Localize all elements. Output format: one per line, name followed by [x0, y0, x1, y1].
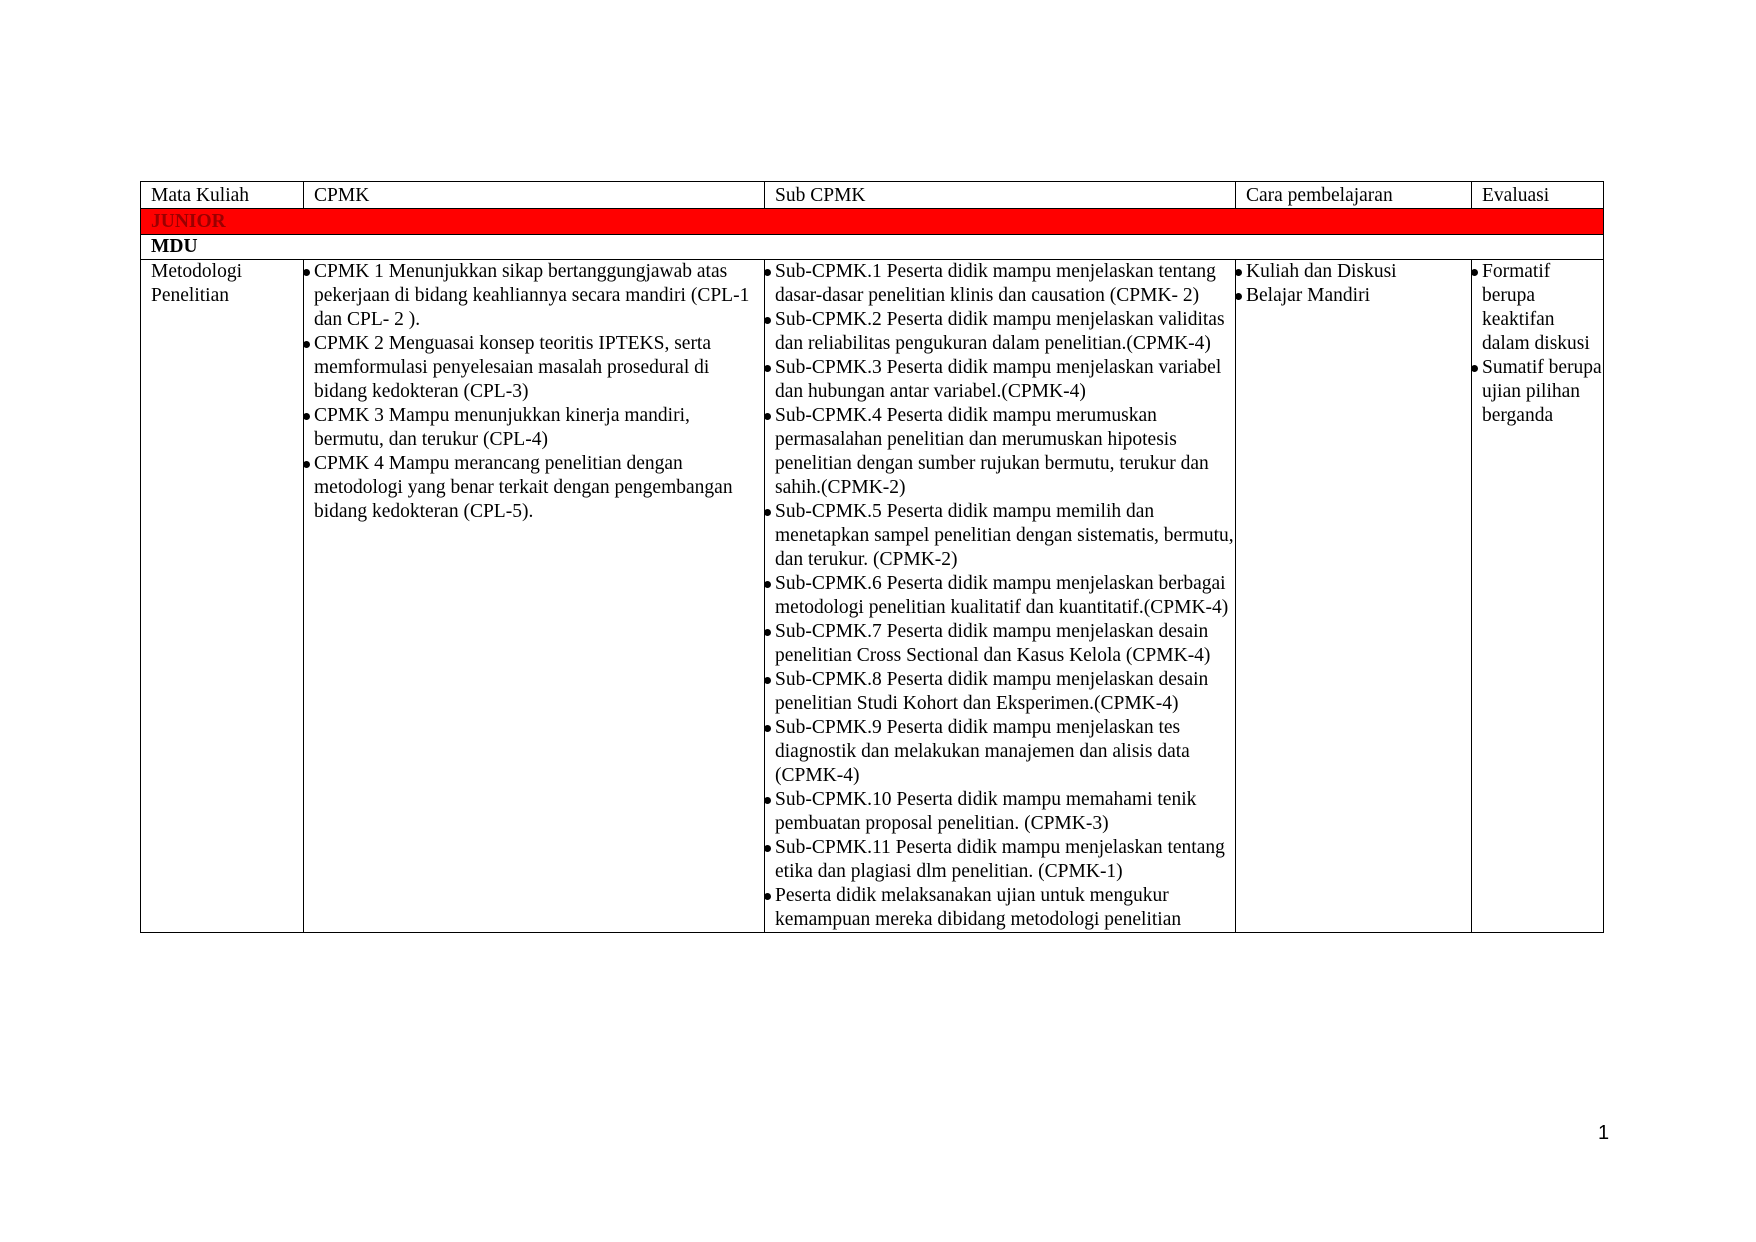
- list-item: Sub-CPMK.6 Peserta didik mampu menjelaskan berbagai metodologi penelitian kualitatif dan kuantitatif.(CPMK-4): [775, 572, 1235, 620]
- cara-pembelajaran-list: [1246, 260, 1471, 308]
- table-row: [141, 260, 1604, 933]
- cpmk-list: [314, 260, 764, 524]
- curriculum-table: [140, 181, 1604, 933]
- list-item: Belajar Mandiri: [1246, 284, 1471, 308]
- list-item: Sub-CPMK.4 Peserta didik mampu merumuskan permasalahan penelitian dan merumuskan hipotesis penelitian dengan sumber rujukan bermutu, terukur dan sahih.(CPMK-2): [775, 404, 1235, 500]
- list-item: CPMK 3 Mampu menunjukkan kinerja mandiri, bermutu, dan terukur (CPL-4): [314, 404, 764, 452]
- section-mdu: MDU: [141, 235, 1604, 260]
- list-item: Sub-CPMK.5 Peserta didik mampu memilih dan menetapkan sampel penelitian dengan sistematis, bermutu, dan terukur. (CPMK-2): [775, 501, 1234, 570]
- cell-sub-cpmk: [765, 260, 1236, 933]
- header-cpmk: CPMK: [304, 182, 765, 209]
- header-cara-pembelajaran: Cara pembelajaran: [1236, 182, 1472, 209]
- list-item: Peserta didik melaksanakan ujian untuk mengukur kemampuan mereka dibidang metodologi penelitian: [775, 884, 1235, 932]
- list-item: Kuliah dan Diskusi: [1246, 260, 1471, 284]
- list-item: Sub-CPMK.7 Peserta didik mampu menjelaskan desain penelitian Cross Sectional dan Kasus Kelola (CPMK-4): [775, 620, 1235, 668]
- list-item: Sub-CPMK.2 Peserta didik mampu menjelaskan validitas dan reliabilitas pengukuran dalam penelitian.(CPMK-4): [775, 308, 1235, 356]
- header-evaluasi: Evaluasi: [1472, 182, 1604, 209]
- cell-cpmk: [304, 260, 765, 933]
- section-row-junior: [141, 209, 1604, 235]
- list-item: Sub-CPMK.3 Peserta didik mampu menjelaskan variabel dan hubungan antar variabel.(CPMK-4): [775, 356, 1235, 404]
- cell-mata-kuliah: Metodologi Penelitian: [141, 260, 304, 933]
- header-mata-kuliah: Mata Kuliah: [141, 182, 304, 209]
- list-item: Sub-CPMK.1 Peserta didik mampu menjelaskan tentang dasar-dasar penelitian klinis dan causation (CPMK- 2): [775, 260, 1235, 308]
- cell-evaluasi: [1472, 260, 1604, 933]
- list-item: Sub-CPMK.8 Peserta didik mampu menjelaskan desain penelitian Studi Kohort dan Eksperimen.(CPMK-4): [775, 668, 1235, 716]
- page-number: 1: [1598, 1122, 1610, 1144]
- evaluasi-list: [1482, 260, 1603, 428]
- sub-cpmk-list: [775, 260, 1235, 932]
- list-item: Sub-CPMK.10 Peserta didik mampu memahami tenik pembuatan proposal penelitian. (CPMK-3): [775, 788, 1235, 836]
- cell-cara-pembelajaran: [1236, 260, 1472, 933]
- list-item: Sub-CPMK.11 Peserta didik mampu menjelaskan tentang etika dan plagiasi dlm penelitian. (CPMK-1): [775, 836, 1235, 884]
- list-item: Sub-CPMK.9 Peserta didik mampu menjelaskan tes diagnostik dan melakukan manajemen dan alisis data (CPMK-4): [775, 716, 1235, 788]
- section-junior: JUNIOR: [141, 209, 1604, 235]
- list-item: Sumatif berupa ujian pilihan berganda: [1482, 357, 1602, 426]
- header-sub-cpmk: Sub CPMK: [765, 182, 1236, 209]
- list-item: CPMK 4 Mampu merancang penelitian dengan metodologi yang benar terkait dengan pengembangan bidang kedokteran (CPL-5).: [314, 452, 764, 524]
- section-row-mdu: [141, 235, 1604, 260]
- list-item: CPMK 1 Menunjukkan sikap bertanggungjawab atas pekerjaan di bidang keahliannya secara mandiri (CPL-1 dan CPL- 2 ).: [314, 260, 764, 332]
- list-item: Formatif berupa keaktifan dalam diskusi: [1482, 260, 1603, 356]
- list-item: CPMK 2 Menguasai konsep teoritis IPTEKS, serta memformulasi penyelesaian masalah prosedural di bidang kedokteran (CPL-3): [314, 332, 764, 404]
- header-row: [141, 182, 1604, 209]
